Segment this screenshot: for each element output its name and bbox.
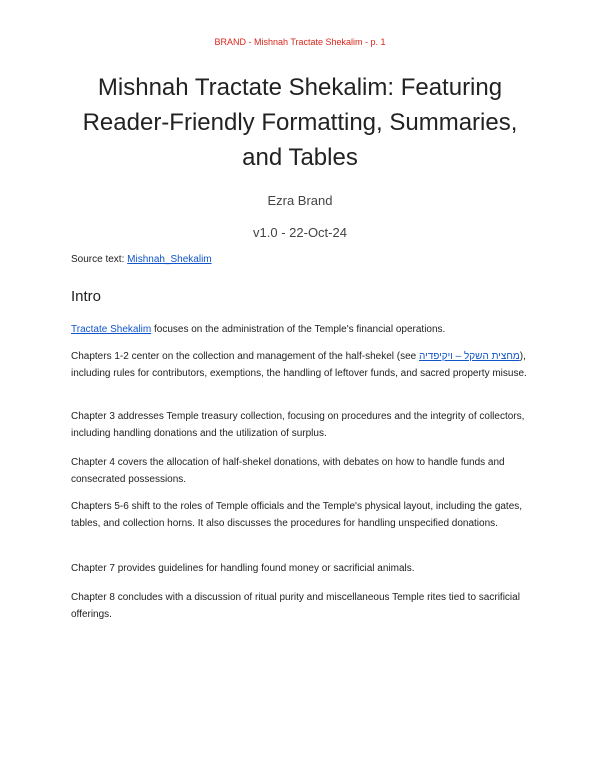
running-header: BRAND - Mishnah Tractate Shekalim - p. 1 (214, 37, 386, 47)
intro-paragraph-3: Chapter 3 addresses Temple treasury collection, focusing on procedures and the integrity of collectors, including handling donations and the utilization of surplus. (71, 411, 525, 439)
wikipedia-half-shekel-link[interactable]: מחצית השקל – ויקיפדיה (418, 351, 520, 362)
document-title: Mishnah Tractate Shekalim: Featuring Reader-Friendly Formatting, Summaries, and Tables (82, 74, 518, 171)
intro-paragraph-1-text: focuses on the administration of the Temple's financial operations. (151, 324, 446, 335)
intro-paragraph-2-post: ), including rules for contributors, exemptions, the handling of leftover funds, and sacred property misuse. (71, 351, 527, 379)
document-version: v1.0 - 22-Oct-24 (253, 225, 347, 240)
intro-paragraph-2 (71, 348, 533, 382)
intro-paragraph-2-pre: Chapters 1-2 center on the collection and management of the half-shekel (see (71, 351, 419, 362)
intro-paragraph-4: Chapter 4 covers the allocation of half-shekel donations, with debates on how to handle funds and consecrated possessions. (71, 457, 505, 485)
intro-heading: Intro (71, 288, 102, 305)
source-label: Source text: (71, 254, 125, 265)
document-author: Ezra Brand (267, 193, 333, 208)
source-line (71, 254, 212, 265)
intro-paragraph-7: Chapter 8 concludes with a discussion of ritual purity and miscellaneous Temple rites tied to sacrificial offerings. (71, 592, 520, 620)
intro-paragraph-6: Chapter 7 provides guidelines for handling found money or sacrificial animals. (71, 563, 415, 574)
intro-paragraph-5: Chapters 5-6 shift to the roles of Temple officials and the Temple's physical layout, including the gates, tables, and collection horns. It also discusses the procedures for handling unspecified donations. (71, 501, 523, 529)
intro-paragraph-1 (71, 321, 533, 338)
tractate-shekalim-link[interactable]: Tractate Shekalim (71, 324, 152, 335)
source-link[interactable]: Mishnah_Shekalim (127, 254, 212, 265)
